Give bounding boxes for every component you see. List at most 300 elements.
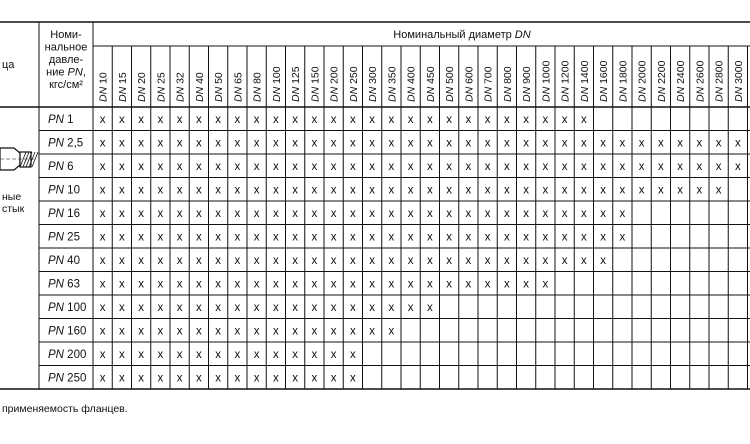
applicability-mark: x xyxy=(388,207,395,220)
applicability-mark: x xyxy=(504,254,510,267)
applicability-mark: x xyxy=(119,160,125,173)
applicability-mark: x xyxy=(292,348,298,361)
applicability-mark: x xyxy=(99,278,106,291)
applicability-mark: x xyxy=(619,184,626,197)
applicability-mark: x xyxy=(427,278,433,291)
applicability-mark: x xyxy=(696,160,703,173)
applicability-mark: x xyxy=(619,137,626,150)
dn-header-label: DN 3000 xyxy=(732,60,745,102)
applicability-mark: x xyxy=(600,231,606,244)
applicability-mark: x xyxy=(176,301,183,314)
applicability-mark: x xyxy=(600,137,606,150)
applicability-mark: x xyxy=(330,348,337,361)
applicability-mark: x xyxy=(523,160,529,173)
applicability-mark: x xyxy=(427,301,433,314)
applicability-mark: x xyxy=(119,113,125,126)
applicability-mark: x xyxy=(99,160,106,173)
applicability-mark: x xyxy=(350,184,356,197)
applicability-mark: x xyxy=(446,254,452,267)
applicability-mark: x xyxy=(407,137,414,150)
applicability-mark: x xyxy=(99,348,106,361)
applicability-mark: x xyxy=(330,137,337,150)
applicability-mark: x xyxy=(542,184,549,197)
dn-header-label: DN 600 xyxy=(463,66,476,102)
applicability-mark: x xyxy=(504,137,510,150)
applicability-mark: x xyxy=(446,278,452,291)
applicability-mark: x xyxy=(696,184,703,197)
applicability-mark: x xyxy=(196,278,202,291)
applicability-mark: x xyxy=(234,113,241,126)
applicability-mark: x xyxy=(542,207,549,220)
applicability-mark: x xyxy=(600,207,606,220)
applicability-mark: x xyxy=(484,231,491,244)
applicability-mark: x xyxy=(619,160,626,173)
dn-header-label: DN 1600 xyxy=(598,60,611,102)
applicability-mark: x xyxy=(196,372,202,385)
applicability-mark: x xyxy=(427,254,433,267)
applicability-mark: x xyxy=(427,184,433,197)
applicability-mark: x xyxy=(176,348,183,361)
applicability-mark: x xyxy=(581,137,587,150)
applicability-mark: x xyxy=(311,278,318,291)
applicability-mark: x xyxy=(234,184,241,197)
applicability-mark: x xyxy=(234,207,241,220)
applicability-mark: x xyxy=(157,231,164,244)
applicability-mark: x xyxy=(215,231,221,244)
applicability-mark: x xyxy=(234,325,241,338)
row-pressure-label: PN 25 xyxy=(48,231,80,244)
applicability-mark: x xyxy=(253,231,260,244)
applicability-mark: x xyxy=(350,137,356,150)
applicability-mark: x xyxy=(253,184,260,197)
applicability-mark: x xyxy=(138,254,144,267)
applicability-mark: x xyxy=(330,207,337,220)
applicability-mark: x xyxy=(715,160,722,173)
applicability-mark: x xyxy=(176,372,183,385)
applicability-mark: x xyxy=(215,184,221,197)
applicability-mark: x xyxy=(581,254,587,267)
applicability-mark: x xyxy=(427,231,433,244)
applicability-mark: x xyxy=(311,113,318,126)
applicability-mark: x xyxy=(330,184,337,197)
applicability-mark: x xyxy=(388,113,395,126)
applicability-mark: x xyxy=(273,231,279,244)
applicability-mark: x xyxy=(581,207,587,220)
applicability-mark: x xyxy=(99,137,106,150)
applicability-mark: x xyxy=(715,184,722,197)
applicability-mark: x xyxy=(273,137,279,150)
applicability-mark: x xyxy=(119,207,125,220)
applicability-mark: x xyxy=(369,137,375,150)
applicability-mark: x xyxy=(138,113,144,126)
row-pressure-label: PN 16 xyxy=(48,207,80,220)
applicability-mark: x xyxy=(157,184,164,197)
pressure-header-line: ние PN, xyxy=(46,66,86,79)
applicability-mark: x xyxy=(330,325,337,338)
applicability-mark: x xyxy=(273,301,279,314)
applicability-mark: x xyxy=(273,160,279,173)
applicability-mark: x xyxy=(99,301,106,314)
applicability-mark: x xyxy=(369,184,375,197)
applicability-mark: x xyxy=(311,301,318,314)
applicability-mark: x xyxy=(600,184,606,197)
applicability-mark: x xyxy=(234,278,241,291)
applicability-mark: x xyxy=(196,325,202,338)
applicability-mark: x xyxy=(253,137,260,150)
applicability-mark: x xyxy=(484,160,491,173)
applicability-mark: x xyxy=(638,160,645,173)
applicability-mark: x xyxy=(292,113,298,126)
applicability-mark: x xyxy=(157,301,164,314)
row-pressure-label: PN 6 xyxy=(48,160,74,173)
applicability-mark: x xyxy=(234,301,241,314)
applicability-mark: x xyxy=(119,254,125,267)
dn-header-label: DN 150 xyxy=(309,66,322,102)
applicability-mark: x xyxy=(407,184,414,197)
applicability-mark: x xyxy=(330,301,337,314)
applicability-mark: x xyxy=(407,301,414,314)
dn-header-label: DN 1400 xyxy=(578,60,591,102)
applicability-mark: x xyxy=(157,137,164,150)
applicability-mark: x xyxy=(427,137,433,150)
applicability-mark: x xyxy=(215,372,221,385)
applicability-mark: x xyxy=(388,301,395,314)
applicability-mark: x xyxy=(350,207,356,220)
applicability-mark: x xyxy=(561,160,568,173)
applicability-mark: x xyxy=(292,372,298,385)
row-pressure-label: PN 40 xyxy=(48,254,80,267)
applicability-mark: x xyxy=(157,254,164,267)
applicability-mark: x xyxy=(388,184,395,197)
applicability-mark: x xyxy=(388,278,395,291)
applicability-mark: x xyxy=(542,137,549,150)
applicability-mark: x xyxy=(677,137,683,150)
flange-type-label: ные xyxy=(2,191,22,203)
applicability-mark: x xyxy=(619,207,626,220)
applicability-mark: x xyxy=(350,113,356,126)
applicability-mark: x xyxy=(99,254,106,267)
applicability-mark: x xyxy=(253,113,260,126)
applicability-mark: x xyxy=(119,184,125,197)
applicability-mark: x xyxy=(523,278,529,291)
applicability-mark: x xyxy=(234,137,241,150)
applicability-mark: x xyxy=(542,254,549,267)
applicability-mark: x xyxy=(465,207,472,220)
applicability-mark: x xyxy=(369,231,375,244)
applicability-mark: x xyxy=(523,184,529,197)
dn-header-label: DN 1000 xyxy=(540,60,553,102)
applicability-mark: x xyxy=(196,160,202,173)
applicability-mark: x xyxy=(273,372,279,385)
applicability-mark: x xyxy=(234,160,241,173)
applicability-mark: x xyxy=(273,278,279,291)
applicability-mark: x xyxy=(138,372,144,385)
applicability-mark: x xyxy=(407,160,414,173)
applicability-mark: x xyxy=(330,254,337,267)
applicability-mark: x xyxy=(484,278,491,291)
applicability-mark: x xyxy=(176,137,183,150)
applicability-mark: x xyxy=(658,184,664,197)
applicability-mark: x xyxy=(388,160,395,173)
applicability-mark: x xyxy=(311,231,318,244)
applicability-mark: x xyxy=(157,113,164,126)
applicability-mark: x xyxy=(273,113,279,126)
applicability-mark: x xyxy=(600,160,606,173)
applicability-mark: x xyxy=(234,231,241,244)
applicability-mark: x xyxy=(369,113,375,126)
applicability-mark: x xyxy=(119,301,125,314)
applicability-mark: x xyxy=(504,278,510,291)
dn-header-label: DN 32 xyxy=(174,72,187,102)
left-header-partial: ца xyxy=(2,59,15,71)
applicability-mark: x xyxy=(350,254,356,267)
applicability-mark: x xyxy=(350,160,356,173)
applicability-mark: x xyxy=(311,348,318,361)
applicability-mark: x xyxy=(350,325,356,338)
applicability-mark: x xyxy=(330,231,337,244)
applicability-mark: x xyxy=(638,137,645,150)
applicability-mark: x xyxy=(138,207,144,220)
applicability-mark: x xyxy=(484,137,491,150)
dn-header-label: DN 50 xyxy=(213,72,226,102)
applicability-mark: x xyxy=(388,325,395,338)
dn-header-label: DN 700 xyxy=(482,66,495,102)
dn-header-label: DN 300 xyxy=(367,66,380,102)
applicability-mark: x xyxy=(465,254,472,267)
dn-header-label: DN 400 xyxy=(405,66,418,102)
applicability-mark: x xyxy=(350,278,356,291)
applicability-mark: x xyxy=(196,113,202,126)
applicability-mark: x xyxy=(99,207,106,220)
applicability-mark: x xyxy=(292,231,298,244)
dn-header-label: DN 450 xyxy=(424,66,437,102)
applicability-mark: x xyxy=(561,254,568,267)
applicability-mark: x xyxy=(561,113,568,126)
applicability-mark: x xyxy=(215,325,221,338)
dn-header-label: DN 125 xyxy=(290,66,303,102)
applicability-mark: x xyxy=(273,207,279,220)
row-pressure-label: PN 1 xyxy=(48,113,74,126)
pressure-header-line: Номи- xyxy=(50,29,82,41)
dn-header-label: DN 900 xyxy=(521,66,534,102)
dn-header-label: DN 65 xyxy=(232,72,245,102)
applicability-mark: x xyxy=(99,113,106,126)
applicability-mark: x xyxy=(369,301,375,314)
applicability-mark: x xyxy=(638,184,645,197)
applicability-mark: x xyxy=(484,184,491,197)
applicability-mark: x xyxy=(484,207,491,220)
applicability-mark: x xyxy=(196,184,202,197)
applicability-mark: x xyxy=(446,113,452,126)
applicability-mark: x xyxy=(157,325,164,338)
applicability-mark: x xyxy=(176,207,183,220)
applicability-mark: x xyxy=(407,113,414,126)
applicability-mark: x xyxy=(735,160,741,173)
applicability-mark: x xyxy=(311,207,318,220)
diameter-title: Номинальный диаметр DN xyxy=(393,29,531,41)
applicability-mark: x xyxy=(215,301,221,314)
applicability-mark: x xyxy=(157,348,164,361)
applicability-mark: x xyxy=(542,231,549,244)
applicability-mark: x xyxy=(350,301,356,314)
applicability-mark: x xyxy=(542,160,549,173)
applicability-mark: x xyxy=(311,254,318,267)
applicability-mark: x xyxy=(619,231,626,244)
applicability-mark: x xyxy=(427,207,433,220)
applicability-mark: x xyxy=(138,325,144,338)
applicability-mark: x xyxy=(273,184,279,197)
pressure-header-line: нальное xyxy=(44,41,88,54)
applicability-mark: x xyxy=(369,160,375,173)
applicability-mark: x xyxy=(176,184,183,197)
applicability-mark: x xyxy=(696,137,703,150)
applicability-mark: x xyxy=(484,113,491,126)
applicability-mark: x xyxy=(273,254,279,267)
applicability-mark: x xyxy=(215,278,221,291)
applicability-mark: x xyxy=(311,325,318,338)
pressure-header-line: кгс/см² xyxy=(49,79,83,91)
applicability-mark: x xyxy=(234,372,241,385)
applicability-mark: x xyxy=(446,207,452,220)
applicability-mark: x xyxy=(176,254,183,267)
dn-header-label: DN 1800 xyxy=(617,60,630,102)
applicability-mark: x xyxy=(138,278,144,291)
applicability-mark: x xyxy=(253,372,260,385)
dn-header-label: DN 2800 xyxy=(713,60,726,102)
applicability-mark: x xyxy=(292,325,298,338)
applicability-mark: x xyxy=(350,231,356,244)
applicability-mark: x xyxy=(561,137,568,150)
applicability-mark: x xyxy=(311,372,318,385)
dn-header-label: DN 500 xyxy=(444,66,457,102)
applicability-mark: x xyxy=(138,348,144,361)
dn-header-label: DN 40 xyxy=(193,72,206,102)
dn-header-label: DN 200 xyxy=(328,66,341,102)
applicability-mark: x xyxy=(176,278,183,291)
applicability-mark: x xyxy=(99,372,106,385)
applicability-mark: x xyxy=(99,184,106,197)
applicability-mark: x xyxy=(119,325,125,338)
applicability-mark: x xyxy=(542,113,549,126)
dn-header-label: DN 15 xyxy=(116,72,129,102)
row-pressure-label: PN 200 xyxy=(48,348,87,361)
applicability-mark: x xyxy=(253,278,260,291)
dn-header-label: DN 2600 xyxy=(694,60,707,102)
applicability-mark: x xyxy=(465,137,472,150)
row-pressure-label: PN 100 xyxy=(48,301,87,314)
applicability-mark: x xyxy=(215,207,221,220)
applicability-mark: x xyxy=(119,348,125,361)
applicability-mark: x xyxy=(465,231,472,244)
applicability-mark: x xyxy=(253,325,260,338)
applicability-mark: x xyxy=(138,184,144,197)
footnote-text: применяемость фланцев. xyxy=(2,403,128,415)
applicability-mark: x xyxy=(196,207,202,220)
applicability-mark: x xyxy=(427,160,433,173)
applicability-mark: x xyxy=(273,348,279,361)
applicability-mark: x xyxy=(292,207,298,220)
applicability-mark: x xyxy=(176,231,183,244)
applicability-mark: x xyxy=(196,137,202,150)
applicability-mark: x xyxy=(350,348,356,361)
applicability-mark: x xyxy=(677,184,683,197)
applicability-mark: x xyxy=(234,348,241,361)
applicability-mark: x xyxy=(388,137,395,150)
applicability-mark: x xyxy=(465,278,472,291)
dn-header-label: DN 2400 xyxy=(675,60,688,102)
dn-header-label: DN 350 xyxy=(386,66,399,102)
applicability-mark: x xyxy=(465,184,472,197)
applicability-mark: x xyxy=(157,160,164,173)
applicability-mark: x xyxy=(215,137,221,150)
applicability-mark: x xyxy=(388,254,395,267)
applicability-mark: x xyxy=(600,254,606,267)
applicability-mark: x xyxy=(542,278,549,291)
dn-header-label: DN 10 xyxy=(97,72,110,102)
applicability-mark: x xyxy=(253,301,260,314)
applicability-mark: x xyxy=(369,278,375,291)
applicability-mark: x xyxy=(176,325,183,338)
applicability-mark: x xyxy=(215,160,221,173)
applicability-mark: x xyxy=(504,231,510,244)
applicability-mark: x xyxy=(561,184,568,197)
applicability-mark: x xyxy=(196,348,202,361)
applicability-mark: x xyxy=(504,207,510,220)
applicability-mark: x xyxy=(196,254,202,267)
applicability-mark: x xyxy=(523,254,529,267)
applicability-mark: x xyxy=(196,231,202,244)
applicability-mark: x xyxy=(465,113,472,126)
applicability-mark: x xyxy=(311,184,318,197)
applicability-mark: x xyxy=(292,137,298,150)
applicability-mark: x xyxy=(273,325,279,338)
applicability-mark: x xyxy=(407,207,414,220)
dn-header-label: DN 250 xyxy=(347,66,360,102)
applicability-mark: x xyxy=(292,301,298,314)
applicability-mark: x xyxy=(465,160,472,173)
applicability-mark: x xyxy=(369,325,375,338)
applicability-mark: x xyxy=(138,160,144,173)
applicability-mark: x xyxy=(292,184,298,197)
applicability-mark: x xyxy=(407,231,414,244)
applicability-mark: x xyxy=(677,160,683,173)
applicability-mark: x xyxy=(119,278,125,291)
applicability-mark: x xyxy=(157,372,164,385)
applicability-mark: x xyxy=(561,231,568,244)
flange-type-label: стык xyxy=(2,203,25,215)
row-pressure-label: PN 160 xyxy=(48,325,87,338)
applicability-mark: x xyxy=(561,207,568,220)
dn-header-label: DN 20 xyxy=(136,72,149,102)
dn-header-label: DN 2000 xyxy=(636,60,649,102)
applicability-mark: x xyxy=(427,113,433,126)
applicability-mark: x xyxy=(504,113,510,126)
applicability-mark: x xyxy=(369,207,375,220)
flange-sketch-icon xyxy=(0,148,38,170)
applicability-mark: x xyxy=(138,137,144,150)
applicability-mark: x xyxy=(157,278,164,291)
applicability-mark: x xyxy=(504,160,510,173)
applicability-mark: x xyxy=(523,137,529,150)
applicability-mark: x xyxy=(658,160,664,173)
applicability-mark: x xyxy=(119,231,125,244)
dn-header-label: DN 100 xyxy=(270,66,283,102)
applicability-mark: x xyxy=(292,160,298,173)
applicability-mark: x xyxy=(253,254,260,267)
applicability-mark: x xyxy=(523,113,529,126)
applicability-mark: x xyxy=(369,254,375,267)
applicability-mark: x xyxy=(253,207,260,220)
